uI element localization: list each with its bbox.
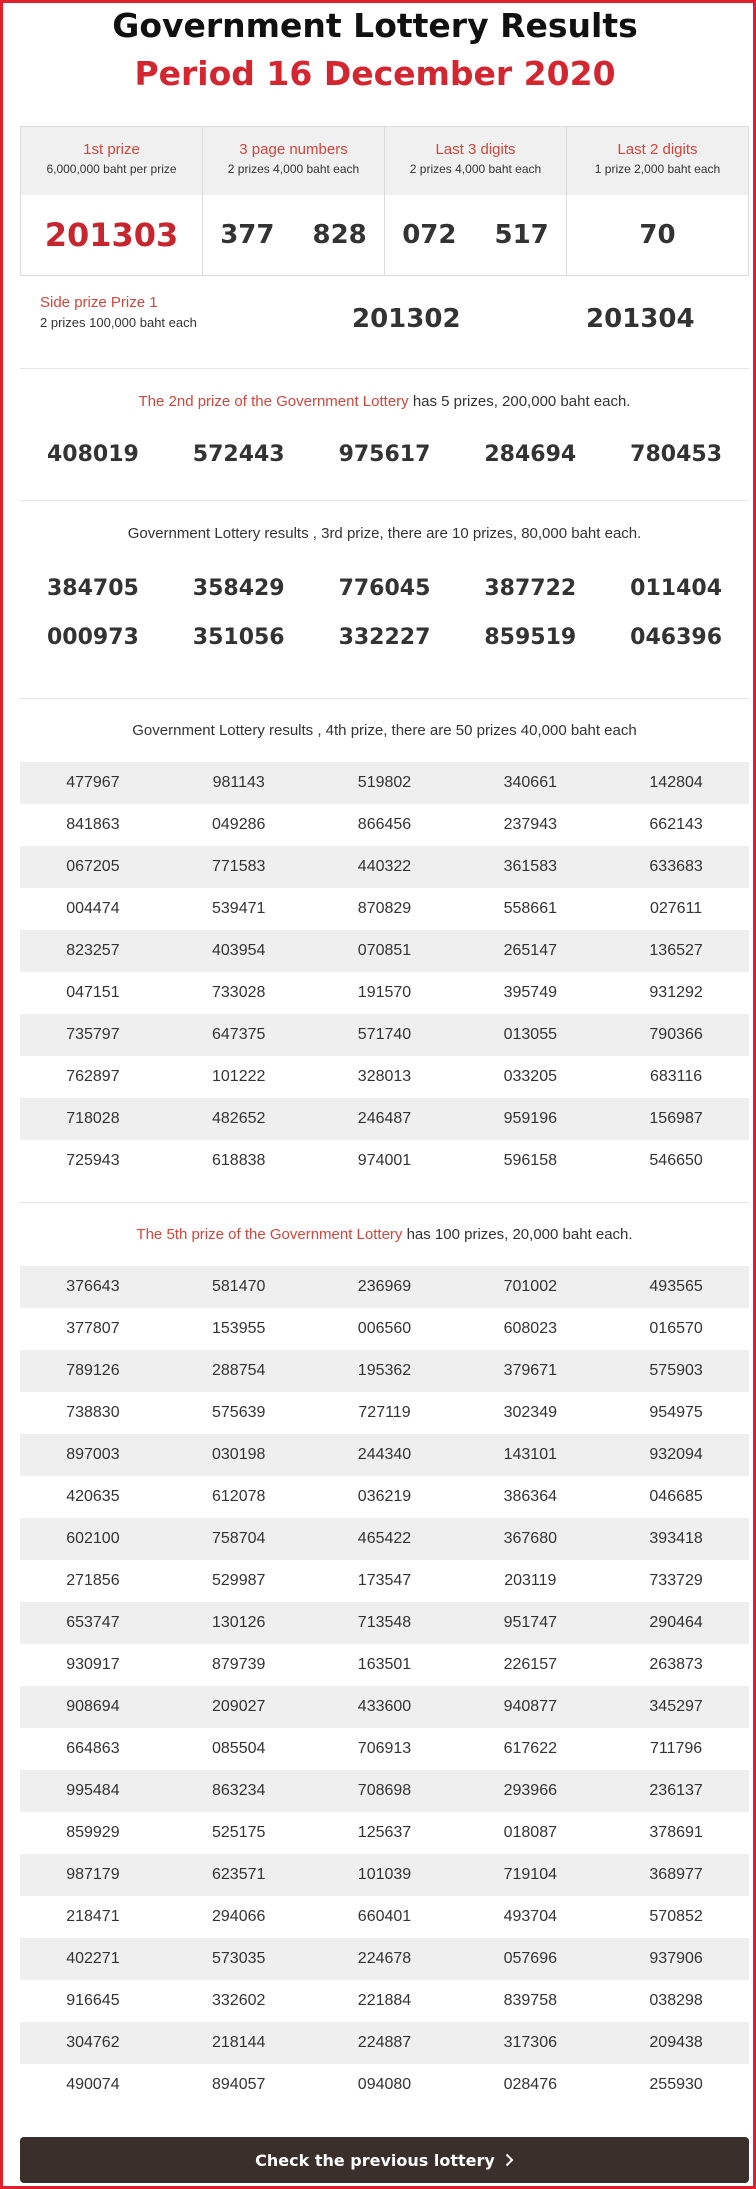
last2-label: Last 2 digits <box>617 141 698 158</box>
fourth-prize-number: 237943 <box>503 816 557 833</box>
fifth-prize-number: 244340 <box>357 1446 412 1463</box>
fifth-prize-number: 789126 <box>66 1362 120 1379</box>
table-row <box>20 1896 749 1938</box>
fourth-prize-number: 981143 <box>212 774 265 791</box>
last2-sub: 1 prize 2,000 baht each <box>594 162 721 176</box>
fifth-prize-number: 290464 <box>649 1614 703 1631</box>
fifth-prize-number: 236969 <box>357 1278 412 1295</box>
last2-cell <box>567 127 748 275</box>
side-prize-number: 201304 <box>586 304 695 334</box>
third-prize-number: 384705 <box>46 576 139 601</box>
front3-number: 377 <box>220 220 275 250</box>
fourth-prize-number: 265147 <box>503 942 557 959</box>
divider <box>20 1202 749 1203</box>
fifth-prize-number: 940877 <box>503 1698 557 1715</box>
fifth-prize-number: 995484 <box>66 1782 120 1799</box>
fourth-prize-number: 482652 <box>212 1110 266 1127</box>
last3-number: 072 <box>402 220 457 250</box>
table-row <box>20 1854 749 1896</box>
fifth-prize-number: 916645 <box>66 1992 120 2009</box>
table-row <box>20 1014 749 1056</box>
check-previous-lottery-button[interactable] <box>20 2137 749 2183</box>
table-row <box>20 972 749 1014</box>
button-label: Check the previous lottery <box>255 2150 495 2170</box>
fifth-prize-number: 863234 <box>212 1782 266 1799</box>
fifth-prize-number: 379671 <box>503 1362 557 1379</box>
fifth-prize-number: 195362 <box>357 1362 412 1379</box>
fourth-prize-number: 866456 <box>357 816 412 833</box>
fifth-prize-number: 332602 <box>212 1992 266 2009</box>
table-row <box>20 1350 749 1392</box>
fifth-prize-number: 987179 <box>66 1866 120 1883</box>
fourth-prize-number: 633683 <box>649 858 703 875</box>
fifth-prize-number: 226157 <box>503 1656 557 1673</box>
table-row <box>20 1098 749 1140</box>
fifth-prize-number: 293966 <box>503 1782 557 1799</box>
fifth-prize-number: 758704 <box>212 1530 266 1547</box>
fifth-prize-number: 612078 <box>212 1488 266 1505</box>
fifth-prize-number: 153955 <box>212 1320 266 1337</box>
first-prize-label: 1st prize <box>83 141 140 158</box>
period-heading: Period 16 December 2020 <box>134 54 616 93</box>
fifth-prize-number: 664863 <box>66 1740 120 1757</box>
table-row <box>20 1770 749 1812</box>
fourth-prize-number: 101222 <box>212 1068 266 1085</box>
table-row <box>20 930 749 972</box>
fifth-prize-number: 218471 <box>66 1908 120 1925</box>
table-row <box>20 888 749 930</box>
fifth-prize-number: 386364 <box>503 1488 557 1505</box>
fifth-prize-number: 894057 <box>212 2076 266 2093</box>
first-prize-sub: 6,000,000 baht per prize <box>46 162 177 176</box>
fifth-prize-number: 173547 <box>357 1572 412 1589</box>
front3-label: 3 page numbers <box>239 141 348 158</box>
fifth-prize-number: 733729 <box>649 1572 703 1589</box>
fourth-prize-number: 033205 <box>503 1068 557 1085</box>
last2-number: 70 <box>639 220 676 250</box>
second-prize-title-part: Government Lottery <box>276 393 409 410</box>
lottery-page <box>20 0 730 2170</box>
fifth-prize-number: 581470 <box>212 1278 266 1295</box>
fifth-prize-number: 653747 <box>66 1614 120 1631</box>
fourth-prize-number: 618838 <box>212 1152 266 1169</box>
side-prize-sub: 2 prizes 100,000 baht each <box>40 315 197 330</box>
side-prize-number: 201302 <box>352 304 461 334</box>
fifth-prize-number: 713548 <box>357 1614 412 1631</box>
table-row <box>20 1392 749 1434</box>
fourth-prize-number: 156987 <box>649 1110 703 1127</box>
second-prize-number: 284694 <box>484 442 577 467</box>
fifth-prize-number: 317306 <box>503 2034 557 2051</box>
fourth-prize-table <box>20 762 749 1182</box>
second-prize-title-part: The 2nd prize of the <box>138 393 277 410</box>
third-prize-number: 000973 <box>46 625 139 650</box>
fifth-prize-number: 101039 <box>357 1866 412 1883</box>
table-row <box>20 1686 749 1728</box>
fourth-prize-number: 735797 <box>66 1026 120 1043</box>
first-prize-number: 201303 <box>44 216 179 254</box>
second-prize-title <box>20 393 749 410</box>
fifth-prize-title <box>20 1226 749 1243</box>
fifth-prize-number: 209438 <box>649 2034 703 2051</box>
fourth-prize-number: 136527 <box>649 942 703 959</box>
table-row <box>20 1434 749 1476</box>
fifth-prize-number: 218144 <box>212 2034 266 2051</box>
fifth-prize-number: 529987 <box>212 1572 266 1589</box>
fifth-prize-number: 930917 <box>66 1656 120 1673</box>
table-row <box>20 804 749 846</box>
fourth-prize-number: 725943 <box>66 1152 120 1169</box>
fifth-prize-number: 708698 <box>357 1782 412 1799</box>
second-prize-number: 572443 <box>192 442 285 467</box>
third-prize-number: 011404 <box>630 576 723 601</box>
fifth-prize-number: 236137 <box>649 1782 703 1799</box>
table-row <box>20 1476 749 1518</box>
fourth-prize-number: 142804 <box>649 774 703 791</box>
fifth-prize-title-part: 5th prize of the <box>166 1226 270 1243</box>
fifth-prize-number: 465422 <box>357 1530 412 1547</box>
fifth-prize-number: 368977 <box>649 1866 703 1883</box>
fifth-prize-title-part: The <box>136 1226 167 1243</box>
fourth-prize-number: 596158 <box>503 1152 557 1169</box>
fifth-prize-number: 602100 <box>66 1530 120 1547</box>
fifth-prize-number: 016570 <box>649 1320 703 1337</box>
fourth-prize-number: 823257 <box>66 942 120 959</box>
table-row <box>20 1728 749 1770</box>
front3-cell <box>203 127 385 275</box>
fourth-prize-number: 931292 <box>649 984 703 1001</box>
fourth-prize-number: 340661 <box>503 774 557 791</box>
divider <box>20 500 749 501</box>
second-prize-number: 975617 <box>338 442 431 467</box>
third-prize-title: Government Lottery results , 3rd prize, there are 10 prizes, 80,000 baht each. <box>127 525 642 542</box>
table-row <box>20 762 749 804</box>
fifth-prize-number: 727119 <box>358 1404 411 1421</box>
front3-number: 828 <box>312 220 367 250</box>
fifth-prize-number: 203119 <box>504 1572 557 1589</box>
fifth-prize-number: 057696 <box>503 1950 557 1967</box>
fourth-prize-number: 246487 <box>357 1110 412 1127</box>
table-row <box>20 1056 749 1098</box>
fifth-prize-number: 393418 <box>649 1530 703 1547</box>
fifth-prize-number: 879739 <box>212 1656 266 1673</box>
fifth-prize-number: 839758 <box>503 1992 557 2009</box>
table-row <box>20 1938 749 1980</box>
fifth-prize-number: 288754 <box>212 1362 266 1379</box>
fifth-prize-number: 493565 <box>649 1278 703 1295</box>
chevron-right-icon <box>505 2153 514 2167</box>
fourth-prize-number: 519802 <box>357 774 412 791</box>
fifth-prize-number: 623571 <box>212 1866 266 1883</box>
fifth-prize-title-part: has 100 prizes, 20,000 baht each. <box>402 1226 633 1243</box>
table-row <box>20 1812 749 1854</box>
fifth-prize-number: 006560 <box>357 1320 412 1337</box>
fifth-prize-title-part: Government Lottery <box>269 1226 403 1243</box>
fifth-prize-number: 706913 <box>357 1740 412 1757</box>
fifth-prize-number: 570852 <box>649 1908 703 1925</box>
fifth-prize-number: 420635 <box>66 1488 120 1505</box>
fourth-prize-number: 959196 <box>503 1110 557 1127</box>
fifth-prize-number: 660401 <box>357 1908 412 1925</box>
fifth-prize-number: 304762 <box>66 2034 120 2051</box>
fifth-prize-number: 617622 <box>503 1740 557 1757</box>
third-prize-row <box>20 625 749 650</box>
fifth-prize-number: 932094 <box>649 1446 703 1463</box>
fifth-prize-number: 377807 <box>66 1320 120 1337</box>
second-prize-number: 408019 <box>46 442 139 467</box>
fourth-prize-number: 662143 <box>649 816 703 833</box>
third-prize-number: 358429 <box>192 576 285 601</box>
side-prize-section <box>20 276 749 369</box>
table-row <box>20 1980 749 2022</box>
fourth-prize-number: 771583 <box>212 858 266 875</box>
fifth-prize-number: 046685 <box>649 1488 703 1505</box>
fourth-prize-number: 974001 <box>357 1152 412 1169</box>
fifth-prize-number: 433600 <box>357 1698 412 1715</box>
table-row <box>20 1308 749 1350</box>
table-row <box>20 1560 749 1602</box>
fifth-prize-number: 608023 <box>503 1320 557 1337</box>
third-prize-number: 046396 <box>630 625 723 650</box>
page-title: Government Lottery Results <box>112 6 638 45</box>
fourth-prize-number: 683116 <box>649 1068 703 1085</box>
fifth-prize-number: 719104 <box>503 1866 557 1883</box>
table-row <box>20 1644 749 1686</box>
third-prize-number: 387722 <box>484 576 577 601</box>
fourth-prize-number: 477967 <box>66 774 120 791</box>
fifth-prize-number: 224678 <box>357 1950 412 1967</box>
fourth-prize-number: 027611 <box>649 900 703 917</box>
fourth-prize-number: 395749 <box>503 984 557 1001</box>
fifth-prize-number: 859929 <box>66 1824 120 1841</box>
fourth-prize-number: 841863 <box>66 816 120 833</box>
fourth-prize-number: 191570 <box>357 984 412 1001</box>
fifth-prize-number: 030198 <box>212 1446 266 1463</box>
fifth-prize-number: 028476 <box>503 2076 557 2093</box>
fourth-prize-number: 870829 <box>357 900 412 917</box>
fifth-prize-number: 125637 <box>357 1824 412 1841</box>
fifth-prize-number: 018087 <box>503 1824 557 1841</box>
fourth-prize-number: 013055 <box>503 1026 557 1043</box>
first-prize-cell <box>21 127 203 275</box>
fourth-prize-number: 539471 <box>212 900 266 917</box>
fourth-prize-number: 328013 <box>357 1068 412 1085</box>
second-prize-numbers <box>20 442 749 467</box>
fifth-prize-number: 402271 <box>66 1950 120 1967</box>
table-row <box>20 1602 749 1644</box>
fourth-prize-number: 762897 <box>66 1068 120 1085</box>
last3-cell <box>385 127 567 275</box>
fifth-prize-table <box>20 1266 749 2106</box>
fifth-prize-number: 224887 <box>357 2034 412 2051</box>
table-row <box>20 1518 749 1560</box>
third-prize-number: 776045 <box>338 576 431 601</box>
third-prize-number: 332227 <box>338 625 431 650</box>
fourth-prize-number: 049286 <box>212 816 266 833</box>
fifth-prize-number: 036219 <box>357 1488 412 1505</box>
fourth-prize-number: 070851 <box>357 942 412 959</box>
fifth-prize-number: 094080 <box>357 2076 412 2093</box>
fifth-prize-number: 897003 <box>66 1446 120 1463</box>
table-row <box>20 846 749 888</box>
table-row <box>20 1140 749 1182</box>
last3-sub: 2 prizes 4,000 baht each <box>409 162 542 176</box>
fifth-prize-number: 085504 <box>212 1740 266 1757</box>
fifth-prize-number: 701002 <box>503 1278 557 1295</box>
fifth-prize-number: 954975 <box>649 1404 703 1421</box>
second-prize-title-part: has 5 prizes, 200,000 baht each. <box>408 393 631 410</box>
fifth-prize-number: 490074 <box>66 2076 120 2093</box>
fifth-prize-number: 263873 <box>649 1656 703 1673</box>
side-prize-label: Side prize Prize 1 <box>40 294 158 311</box>
second-prize-number: 780453 <box>630 442 723 467</box>
fourth-prize-number: 004474 <box>66 900 120 917</box>
fifth-prize-number: 908694 <box>66 1698 120 1715</box>
fifth-prize-number: 378691 <box>649 1824 703 1841</box>
fifth-prize-number: 575903 <box>649 1362 703 1379</box>
divider <box>20 698 749 699</box>
fourth-prize-number: 571740 <box>357 1026 412 1043</box>
fifth-prize-number: 294066 <box>212 1908 266 1925</box>
fifth-prize-number: 143101 <box>503 1446 557 1463</box>
fifth-prize-number: 163501 <box>357 1656 412 1673</box>
last3-number: 517 <box>494 220 549 250</box>
fifth-prize-number: 573035 <box>212 1950 266 1967</box>
table-row <box>20 1266 749 1308</box>
fourth-prize-number: 440322 <box>357 858 412 875</box>
fourth-prize-number: 361583 <box>503 858 557 875</box>
third-prize-row <box>20 576 749 601</box>
fifth-prize-number: 038298 <box>649 1992 703 2009</box>
fifth-prize-number: 575639 <box>212 1404 266 1421</box>
fifth-prize-number: 937906 <box>649 1950 703 1967</box>
fifth-prize-number: 271856 <box>66 1572 120 1589</box>
last3-label: Last 3 digits <box>435 141 516 158</box>
fifth-prize-number: 302349 <box>503 1404 557 1421</box>
fourth-prize-number: 047151 <box>66 984 120 1001</box>
fourth-prize-number: 403954 <box>212 942 266 959</box>
third-prize-number: 351056 <box>192 625 285 650</box>
fourth-prize-number: 647375 <box>212 1026 266 1043</box>
fifth-prize-number: 209027 <box>212 1698 266 1715</box>
fifth-prize-number: 711796 <box>649 1740 703 1757</box>
fifth-prize-number: 367680 <box>503 1530 557 1547</box>
fourth-prize-number: 718028 <box>66 1110 120 1127</box>
fifth-prize-number: 493704 <box>503 1908 557 1925</box>
table-row <box>20 2022 749 2064</box>
front3-sub: 2 prizes 4,000 baht each <box>227 162 360 176</box>
fourth-prize-number: 790366 <box>649 1026 703 1043</box>
fifth-prize-number: 376643 <box>66 1278 120 1295</box>
table-row <box>20 2064 749 2106</box>
fifth-prize-number: 738830 <box>66 1404 120 1421</box>
fourth-prize-title: Government Lottery results , 4th prize, there are 50 prizes 40,000 baht each <box>132 722 637 739</box>
top-prizes-grid <box>20 126 749 276</box>
third-prize-number: 859519 <box>484 625 577 650</box>
fifth-prize-number: 951747 <box>503 1614 557 1631</box>
fifth-prize-number: 221884 <box>357 1992 412 2009</box>
fifth-prize-number: 130126 <box>212 1614 266 1631</box>
fifth-prize-number: 345297 <box>649 1698 703 1715</box>
fifth-prize-number: 255930 <box>649 2076 703 2093</box>
fifth-prize-number: 525175 <box>212 1824 266 1841</box>
fourth-prize-number: 558661 <box>503 900 557 917</box>
fourth-prize-number: 067205 <box>66 858 120 875</box>
fourth-prize-number: 546650 <box>649 1152 703 1169</box>
fourth-prize-number: 733028 <box>212 984 266 1001</box>
